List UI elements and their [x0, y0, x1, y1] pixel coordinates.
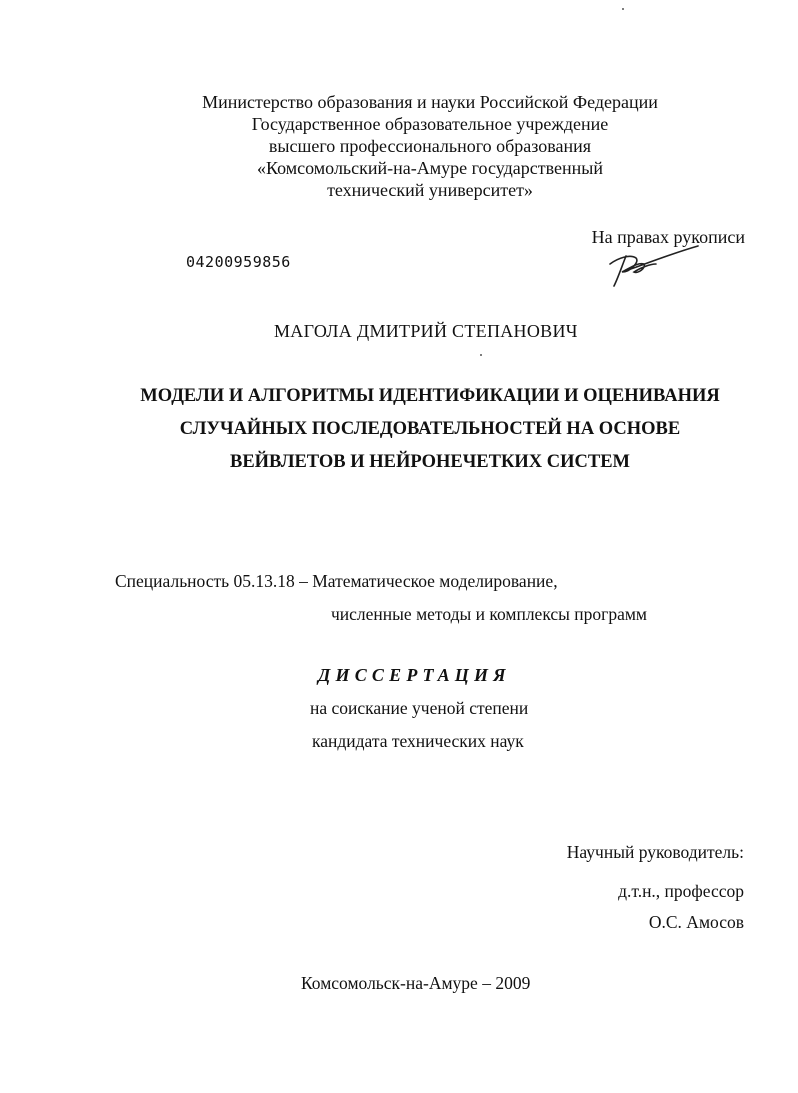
- title-line-2: СЛУЧАЙНЫХ ПОСЛЕДОВАТЕЛЬНОСТЕЙ НА ОСНОВЕ: [179, 419, 681, 439]
- specialty-line-2: численные методы и комплексы программ: [331, 604, 647, 624]
- city-and-year: Комсомольск-на-Амуре – 2009: [301, 973, 531, 993]
- header-line-university-name: «Комсомольский-на-Амуре государственный: [256, 158, 604, 178]
- advisor-label: Научный руководитель:: [566, 842, 744, 862]
- manuscript-note: На правах рукописи: [591, 227, 745, 247]
- work-type-heading: ДИССЕРТАЦИЯ: [318, 665, 511, 685]
- header-line-ministry: Министерство образования и науки Российской Федерации: [202, 92, 658, 112]
- signature-icon: [600, 242, 700, 292]
- title-line-1: МОДЕЛИ И АЛГОРИТМЫ ИДЕНТИФИКАЦИИ И ОЦЕНИВАНИЯ: [140, 386, 720, 406]
- header-line-university-type: технический университет»: [327, 180, 533, 200]
- advisor-name: О.С. Амосов: [648, 912, 744, 932]
- degree-line-2: кандидата технических наук: [312, 731, 524, 751]
- advisor-rank: д.т.н., профессор: [618, 881, 744, 901]
- registration-code: 04200959856: [186, 253, 291, 271]
- scan-speck: [622, 8, 624, 10]
- institution-header: [160, 91, 700, 201]
- header-line-institution: Государственное образовательное учреждение: [251, 114, 609, 134]
- header-line-education-level: высшего профессионального образования: [268, 136, 592, 156]
- specialty-line-1: Специальность 05.13.18 – Математическое моделирование,: [115, 571, 558, 591]
- author-name: МАГОЛА ДМИТРИЙ СТЕПАНОВИЧ: [274, 321, 578, 341]
- dissertation-title: [100, 380, 760, 479]
- scan-speck: [480, 354, 482, 356]
- title-line-3: ВЕЙВЛЕТОВ И НЕЙРОНЕЧЕТКИХ СИСТЕМ: [229, 452, 631, 472]
- degree-line-1: на соискание ученой степени: [310, 698, 529, 718]
